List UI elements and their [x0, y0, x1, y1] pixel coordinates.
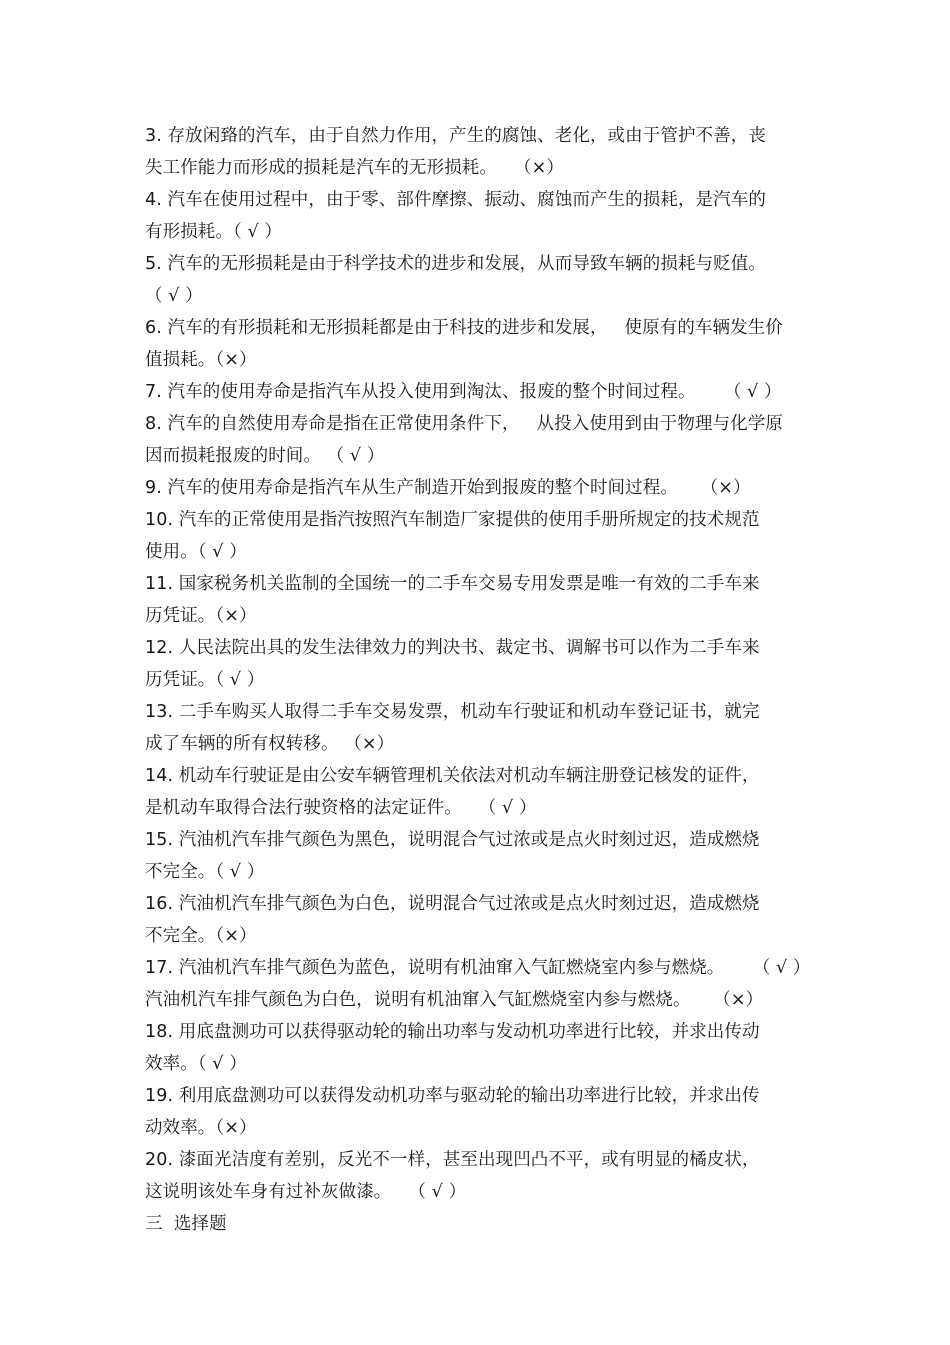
text-line: （ √ ）: [145, 286, 203, 306]
text-line: 因而损耗报废的时间。 （ √ ）: [145, 446, 385, 466]
section-heading: 三 选择题: [145, 1214, 227, 1234]
text-line: 8. 汽车的自然使用寿命是指在正常使用条件下， 从投入使用到由于物理与化学原: [145, 414, 783, 434]
text-line: 9. 汽车的使用寿命是指汽车从生产制造开始到报废的整个时间过程。 （×）: [145, 478, 751, 498]
text-line: 值损耗。（×）: [145, 350, 257, 370]
text-line: 20. 漆面光洁度有差别，反光不一样，甚至出现凹凸不平，或有明显的橘皮状，: [145, 1150, 760, 1170]
text-line: 11. 国家税务机关监制的全国统一的二手车交易专用发票是唯一有效的二手车来: [145, 574, 760, 594]
text-line: 15. 汽油机汽车排气颜色为黑色，说明混合气过浓或是点火时刻过迟，造成燃烧: [145, 830, 760, 850]
text-line: 历凭证。（ √ ）: [145, 670, 265, 690]
text-line: 14. 机动车行驶证是由公安车辆管理机关依法对机动车辆注册登记核发的证件，: [145, 766, 760, 786]
text-line: 6. 汽车的有形损耗和无形损耗都是由于科技的进步和发展， 使原有的车辆发生价: [145, 318, 783, 338]
text-line: 不完全。（×）: [145, 926, 257, 946]
text-line: 3. 存放闲臵的汽车，由于自然力作用，产生的腐蚀、老化，或由于管护不善，丧: [145, 126, 766, 146]
text-line: 7. 汽车的使用寿命是指汽车从投入使用到淘汰、报废的整个时间过程。 （ √ ）: [145, 382, 782, 402]
text-line: 效率。（ √ ）: [145, 1054, 247, 1074]
text-line: 10. 汽车的正常使用是指汽按照汽车制造厂家提供的使用手册所规定的技术规范: [145, 510, 760, 530]
text-line: 成了车辆的所有权转移。 （×）: [145, 734, 395, 754]
text-line: 18. 用底盘测功可以获得驱动轮的输出功率与发动机功率进行比较，并求出传动: [145, 1022, 760, 1042]
text-line: 这说明该处车身有过补灰做漆。 （ √ ）: [145, 1182, 467, 1202]
text-line: 13. 二手车购买人取得二手车交易发票，机动车行驶证和机动车登记证书，就完: [145, 702, 760, 722]
text-line: 5. 汽车的无形损耗是由于科学技术的进步和发展，从而导致车辆的损耗与贬值。: [145, 254, 766, 274]
text-line: 4. 汽车在使用过程中，由于零、部件摩擦、振动、腐蚀而产生的损耗，是汽车的: [145, 190, 766, 210]
text-line: 19. 利用底盘测功可以获得发动机功率与驱动轮的输出功率进行比较，并求出传: [145, 1086, 760, 1106]
text-line: 17. 汽油机汽车排气颜色为蓝色，说明有机油窜入气缸燃烧室内参与燃烧。 （ √ ）: [145, 958, 811, 978]
text-line: 16. 汽油机汽车排气颜色为白色，说明混合气过浓或是点火时刻过迟，造成燃烧: [145, 894, 760, 914]
text-line: 不完全。（ √ ）: [145, 862, 265, 882]
text-line: 使用。（ √ ）: [145, 542, 247, 562]
text-line: 有形损耗。（ √ ）: [145, 222, 283, 242]
text-line: 12. 人民法院出具的发生法律效力的判决书、裁定书、调解书可以作为二手车来: [145, 638, 760, 658]
text-line: 是机动车取得合法行驶资格的法定证件。 （ √ ）: [145, 798, 537, 818]
document-body: [145, 120, 825, 1240]
text-line: 动效率。（×）: [145, 1118, 257, 1138]
text-line: 汽油机汽车排气颜色为白色，说明有机油窜入气缸燃烧室内参与燃烧。 （×）: [145, 990, 764, 1010]
text-line: 历凭证。（×）: [145, 606, 257, 626]
text-line: 失工作能力而形成的损耗是汽车的无形损耗。 （×）: [145, 158, 564, 178]
